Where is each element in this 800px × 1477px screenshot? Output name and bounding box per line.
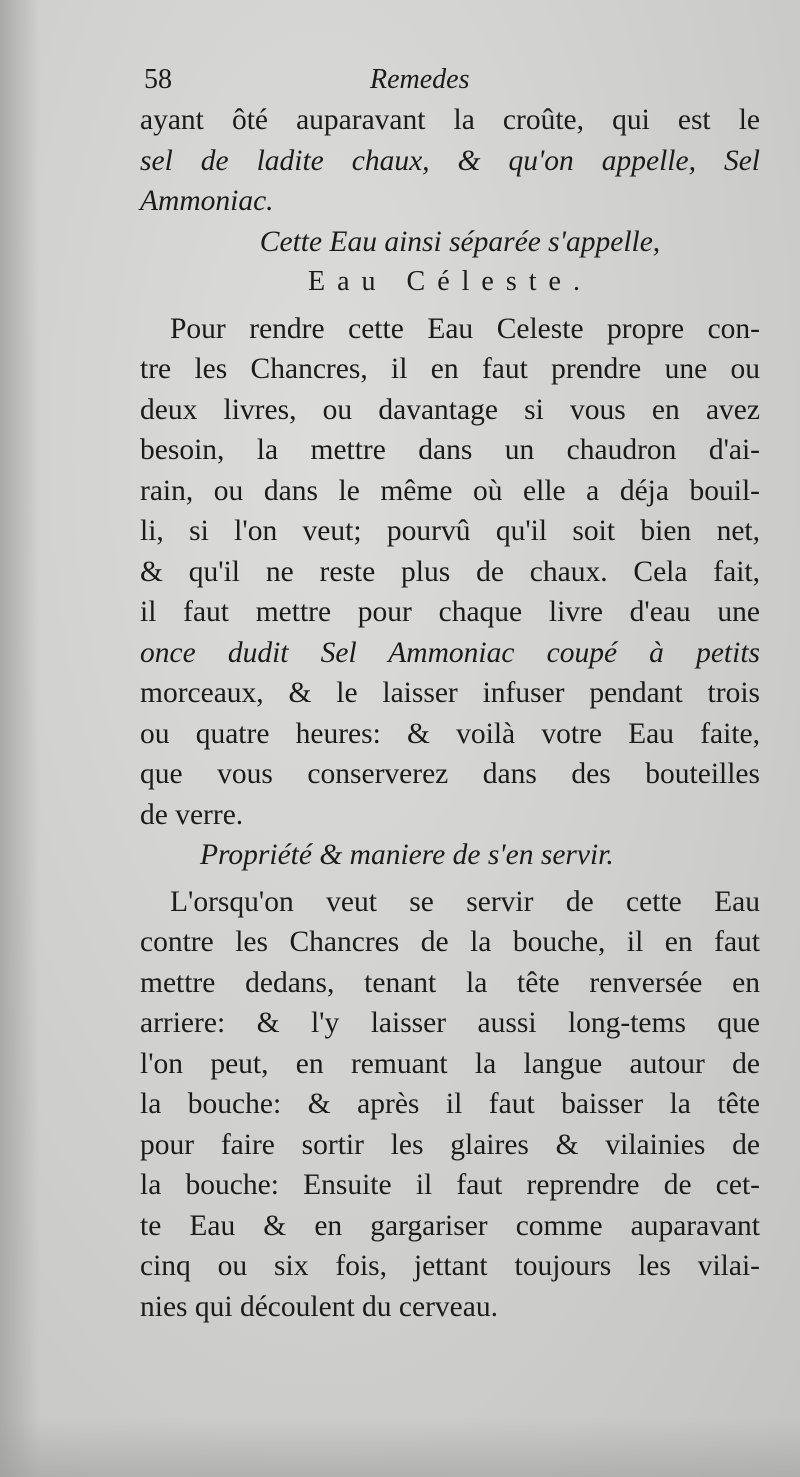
text-line: il faut mettre pour chaque livre d'eau une xyxy=(140,596,760,628)
text-line: L'orsqu'on veut se servir de cette Eau xyxy=(170,885,760,918)
text-line: mettre dedans, tenant la tête renversée en xyxy=(140,966,760,999)
text-line: Pour rendre cette Eau Celeste propre con- xyxy=(170,312,760,345)
running-head xyxy=(140,60,760,100)
text-line: cinq ou six fois, jettant toujours les vilai- xyxy=(140,1250,760,1282)
text-line: ou quatre heures: & voilà votre Eau faite, xyxy=(140,717,760,750)
text-block xyxy=(140,60,760,1327)
text-line: arriere: & l'y laisser aussi long-tems que xyxy=(140,1007,760,1039)
caption-line-2: Eau Céleste. xyxy=(308,266,592,297)
text-line: tre les Chancres, il en faut prendre une ou xyxy=(140,353,760,385)
text-line: de verre. xyxy=(140,798,244,831)
page-number: 58 xyxy=(144,64,172,95)
text-line: pour faire sortir les glaires & vilainies de xyxy=(140,1128,760,1161)
text-line: la bouche: & après il faut baisser la tête xyxy=(140,1088,760,1120)
text-line: te Eau & en gargariser comme auparavant xyxy=(140,1209,760,1242)
text-line: contre les Chancres de la bouche, il en faut xyxy=(140,926,760,958)
text-line: la bouche: Ensuite il faut reprendre de cet- xyxy=(140,1169,760,1201)
spine-shadow xyxy=(0,0,40,1477)
text-line: & qu'il ne reste plus de chaux. Cela fait, xyxy=(140,555,760,588)
paragraph-1 xyxy=(140,100,760,222)
text-line: li, si l'on veut; pourvû qu'il soit bien net, xyxy=(140,515,760,547)
text-line: ayant ôté auparavant la croûte, qui est le xyxy=(140,104,760,136)
bottom-shadow xyxy=(0,1417,800,1477)
paragraph-2 xyxy=(140,309,760,836)
text-line: que vous conserverez dans des bouteilles xyxy=(140,758,760,790)
text-line: nies qui découlent du cerveau. xyxy=(140,1290,498,1323)
text-line: morceaux, & le laisser infuser pendant trois xyxy=(140,677,760,709)
text-line: sel de ladite chaux, & qu'on appelle, Sel xyxy=(140,144,760,177)
text-line: l'on peut, en remuant la langue autour de xyxy=(140,1047,760,1080)
text-line: besoin, la mettre dans un chaudron d'ai- xyxy=(140,434,760,466)
caption-line-1: Cette Eau ainsi séparée s'appelle, xyxy=(259,225,661,258)
text-line: deux livres, ou davantage si vous en avez xyxy=(140,393,760,426)
running-title: Remedes xyxy=(370,64,470,95)
text-line: once dudit Sel Ammoniac coupé à petits xyxy=(140,636,760,669)
paragraph-3 xyxy=(140,882,760,1328)
text-line: rain, ou dans le même où elle a déja bouil- xyxy=(140,474,760,507)
section-title: Propriété & maniere de s'en servir. xyxy=(200,839,614,871)
text-line: Ammoniac. xyxy=(140,185,274,217)
